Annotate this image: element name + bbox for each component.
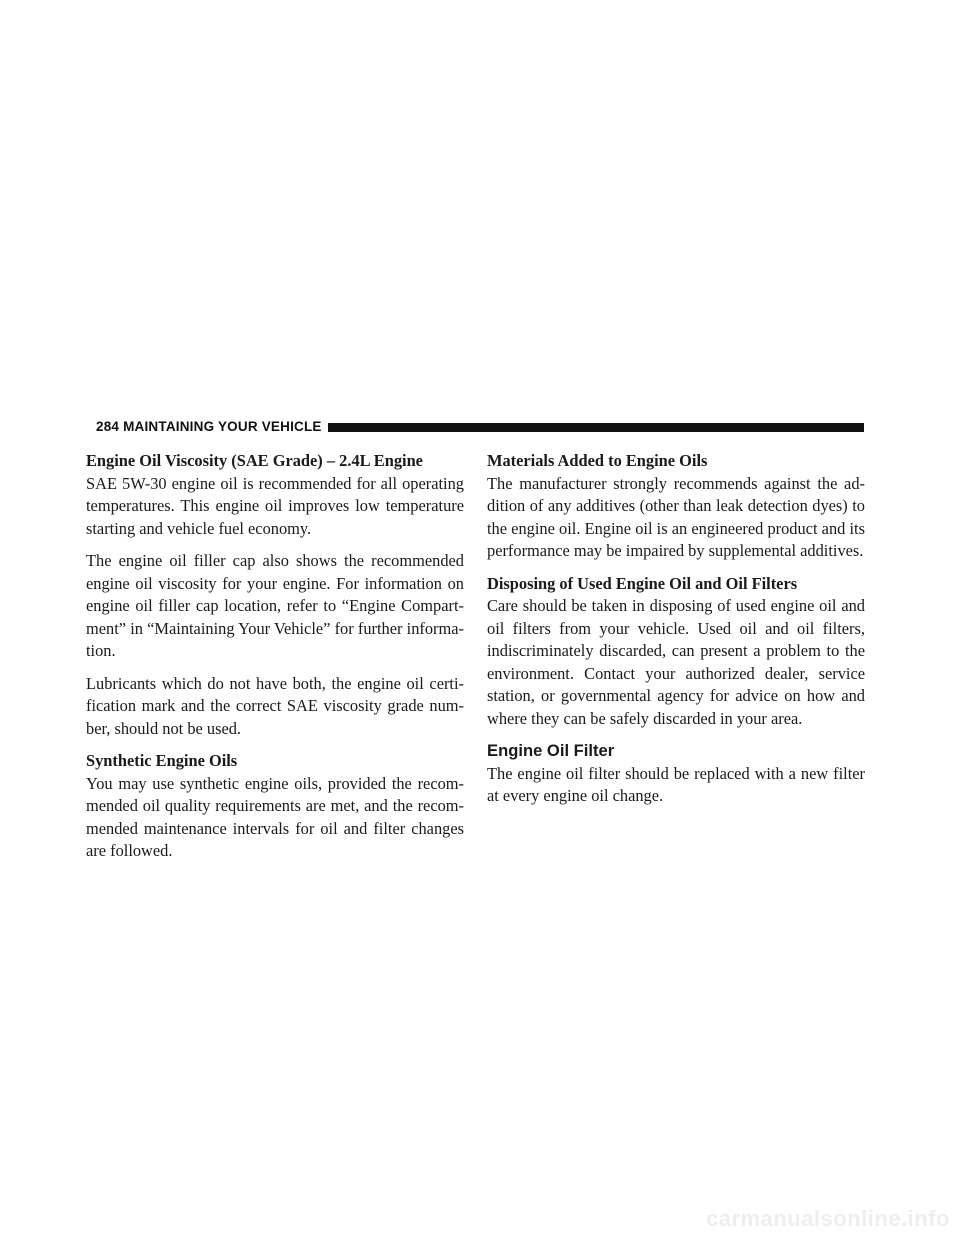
page-header — [96, 414, 864, 438]
paragraph-synthetic-oils: You may use synthetic engine oils, provided the recom-mended oil quality requirements are met, and the recom-mended maintenance intervals for oil and filter changes are followed. — [86, 773, 464, 860]
heading-oil-filter: Engine Oil Filter — [487, 741, 615, 760]
site-watermark: carmanualsonline.info — [706, 1206, 950, 1231]
heading-synthetic-oils: Synthetic Engine Oils — [86, 751, 238, 770]
heading-disposing-oil: Disposing of Used Engine Oil and Oil Filters — [487, 573, 798, 593]
heading-materials-added: Materials Added to Engine Oils — [487, 451, 708, 470]
paragraph-viscosity-recommendation: SAE 5W-30 engine oil is recommended for all operating temperatures. This engine oil improves low temperature starting and vehicle fuel economy. — [86, 473, 464, 538]
header-rule — [328, 423, 864, 432]
paragraph-disposing-oil: Care should be taken in disposing of used engine oil and oil filters from your vehicle. Used oil and oil filters, indiscriminately discarded, can present a problem to the environment. Contact your authorized dealer, service station, or governmental agency for advice on how and where they can be safely discarded in your area. — [487, 596, 865, 728]
paragraph-filler-cap: The engine oil filler cap also shows the recommended engine oil viscosity for your engine. For information on engine oil filler cap location, refer to “Engine Compart-ment” in “Maintaining Your Vehicle” for further informa-tion. — [86, 551, 464, 660]
heading-oil-viscosity: Engine Oil Viscosity (SAE Grade) – 2.4L Engine — [86, 451, 423, 470]
right-column — [487, 450, 865, 818]
paragraph-lubricants: Lubricants which do not have both, the engine oil certi-fication mark and the correct SAE viscosity grade num-ber, should not be used. — [86, 673, 464, 738]
left-column — [86, 450, 464, 873]
page-number-and-section: 284 MAINTAINING YOUR VEHICLE — [96, 418, 322, 434]
paragraph-oil-filter: The engine oil filter should be replaced with a new filter at every engine oil change. — [487, 763, 865, 805]
paragraph-materials-added: The manufacturer strongly recommends against the ad-dition of any additives (other than leak detection dyes) to the engine oil. Engine oil is an engineered product and its performance may be impaired by supplemental additives. — [487, 473, 865, 560]
